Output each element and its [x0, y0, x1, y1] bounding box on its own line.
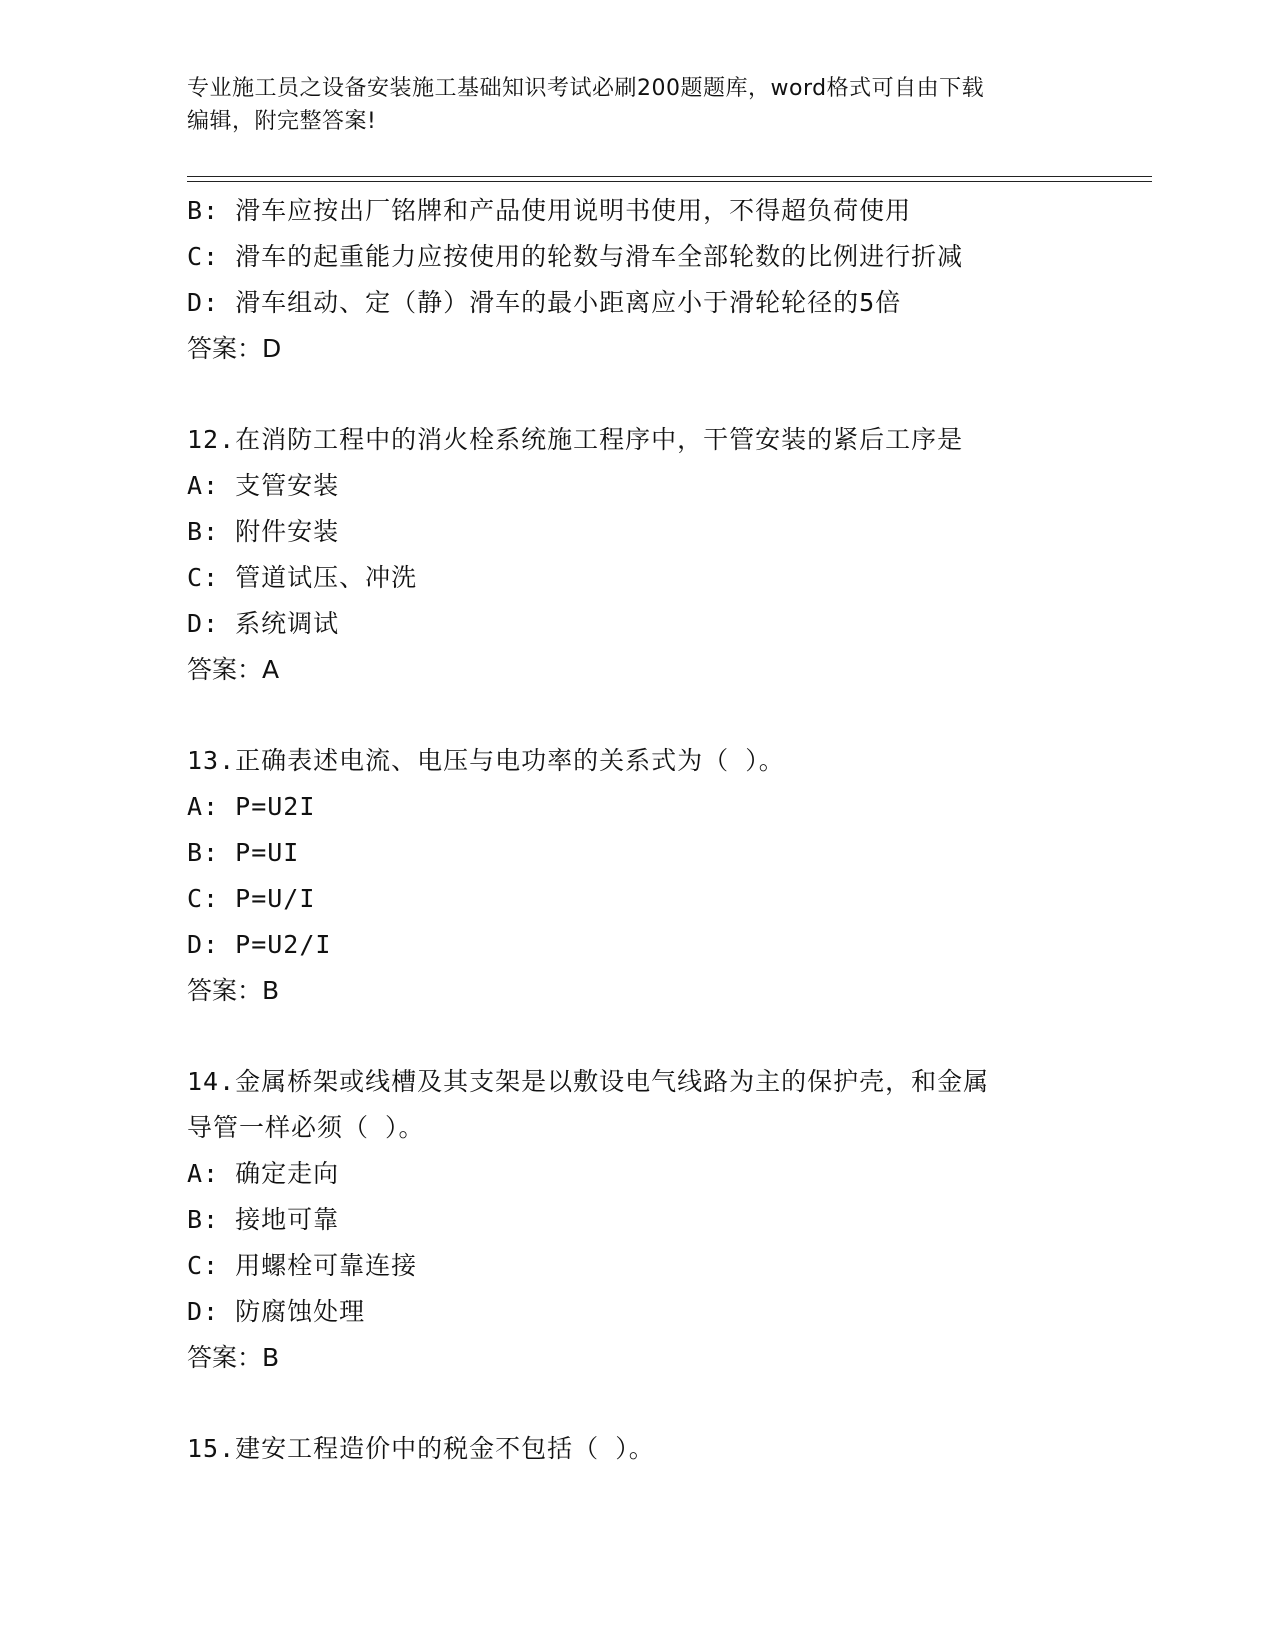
question-stem-line-2: 导管一样必须（ ）。: [187, 1113, 425, 1142]
option-b: B: 滑车应按出厂铭牌和产品使用说明书使用，不得超负荷使用: [187, 196, 912, 225]
question-stem-line-1: 14.金属桥架或线槽及其支架是以敷设电气线路为主的保护壳，和金属: [187, 1067, 990, 1096]
question-list: [187, 188, 1117, 1472]
option-b: B: 附件安装: [187, 517, 340, 546]
previous-question-tail: [187, 188, 1117, 372]
option-a: A: 支管安装: [187, 471, 340, 500]
option-a: A: 确定走向: [187, 1159, 340, 1188]
document-header: [187, 72, 1087, 138]
answer-line: 答案：A: [187, 655, 280, 684]
header-divider-top: [187, 176, 1152, 177]
option-b: B: P=UI: [187, 838, 300, 867]
header-divider-bottom: [187, 181, 1152, 182]
question-stem: 15.建安工程造价中的税金不包括（ ）。: [187, 1434, 655, 1463]
option-c: C: 管道试压、冲洗: [187, 563, 418, 592]
option-c: C: 用螺栓可靠连接: [187, 1251, 418, 1280]
question-stem: 13.正确表述电流、电压与电功率的关系式为（ ）。: [187, 746, 785, 775]
question-15: [187, 1426, 1117, 1472]
option-c: C: P=U/I: [187, 884, 316, 913]
question-stem: 12.在消防工程中的消火栓系统施工程序中，干管安装的紧后工序是: [187, 425, 964, 454]
header-line-2: 编辑，附完整答案!: [187, 109, 377, 134]
option-d: D: P=U2/I: [187, 930, 332, 959]
header-line-1: 专业施工员之设备安装施工基础知识考试必刷200题题库，word格式可自由下载: [187, 76, 985, 101]
option-a: A: P=U2I: [187, 792, 316, 821]
option-b: B: 接地可靠: [187, 1205, 340, 1234]
option-c: C: 滑车的起重能力应按使用的轮数与滑车全部轮数的比例进行折减: [187, 242, 964, 271]
answer-line: 答案：B: [187, 1343, 280, 1372]
option-d: D: 系统调试: [187, 609, 340, 638]
option-d: D: 防腐蚀处理: [187, 1297, 366, 1326]
option-d: D: 滑车组动、定（静）滑车的最小距离应小于滑轮轮径的5倍: [187, 288, 902, 317]
question-12: [187, 417, 1117, 693]
answer-line: 答案：D: [187, 334, 282, 363]
question-13: [187, 738, 1117, 1014]
answer-line: 答案：B: [187, 976, 280, 1005]
question-14: [187, 1059, 1117, 1381]
